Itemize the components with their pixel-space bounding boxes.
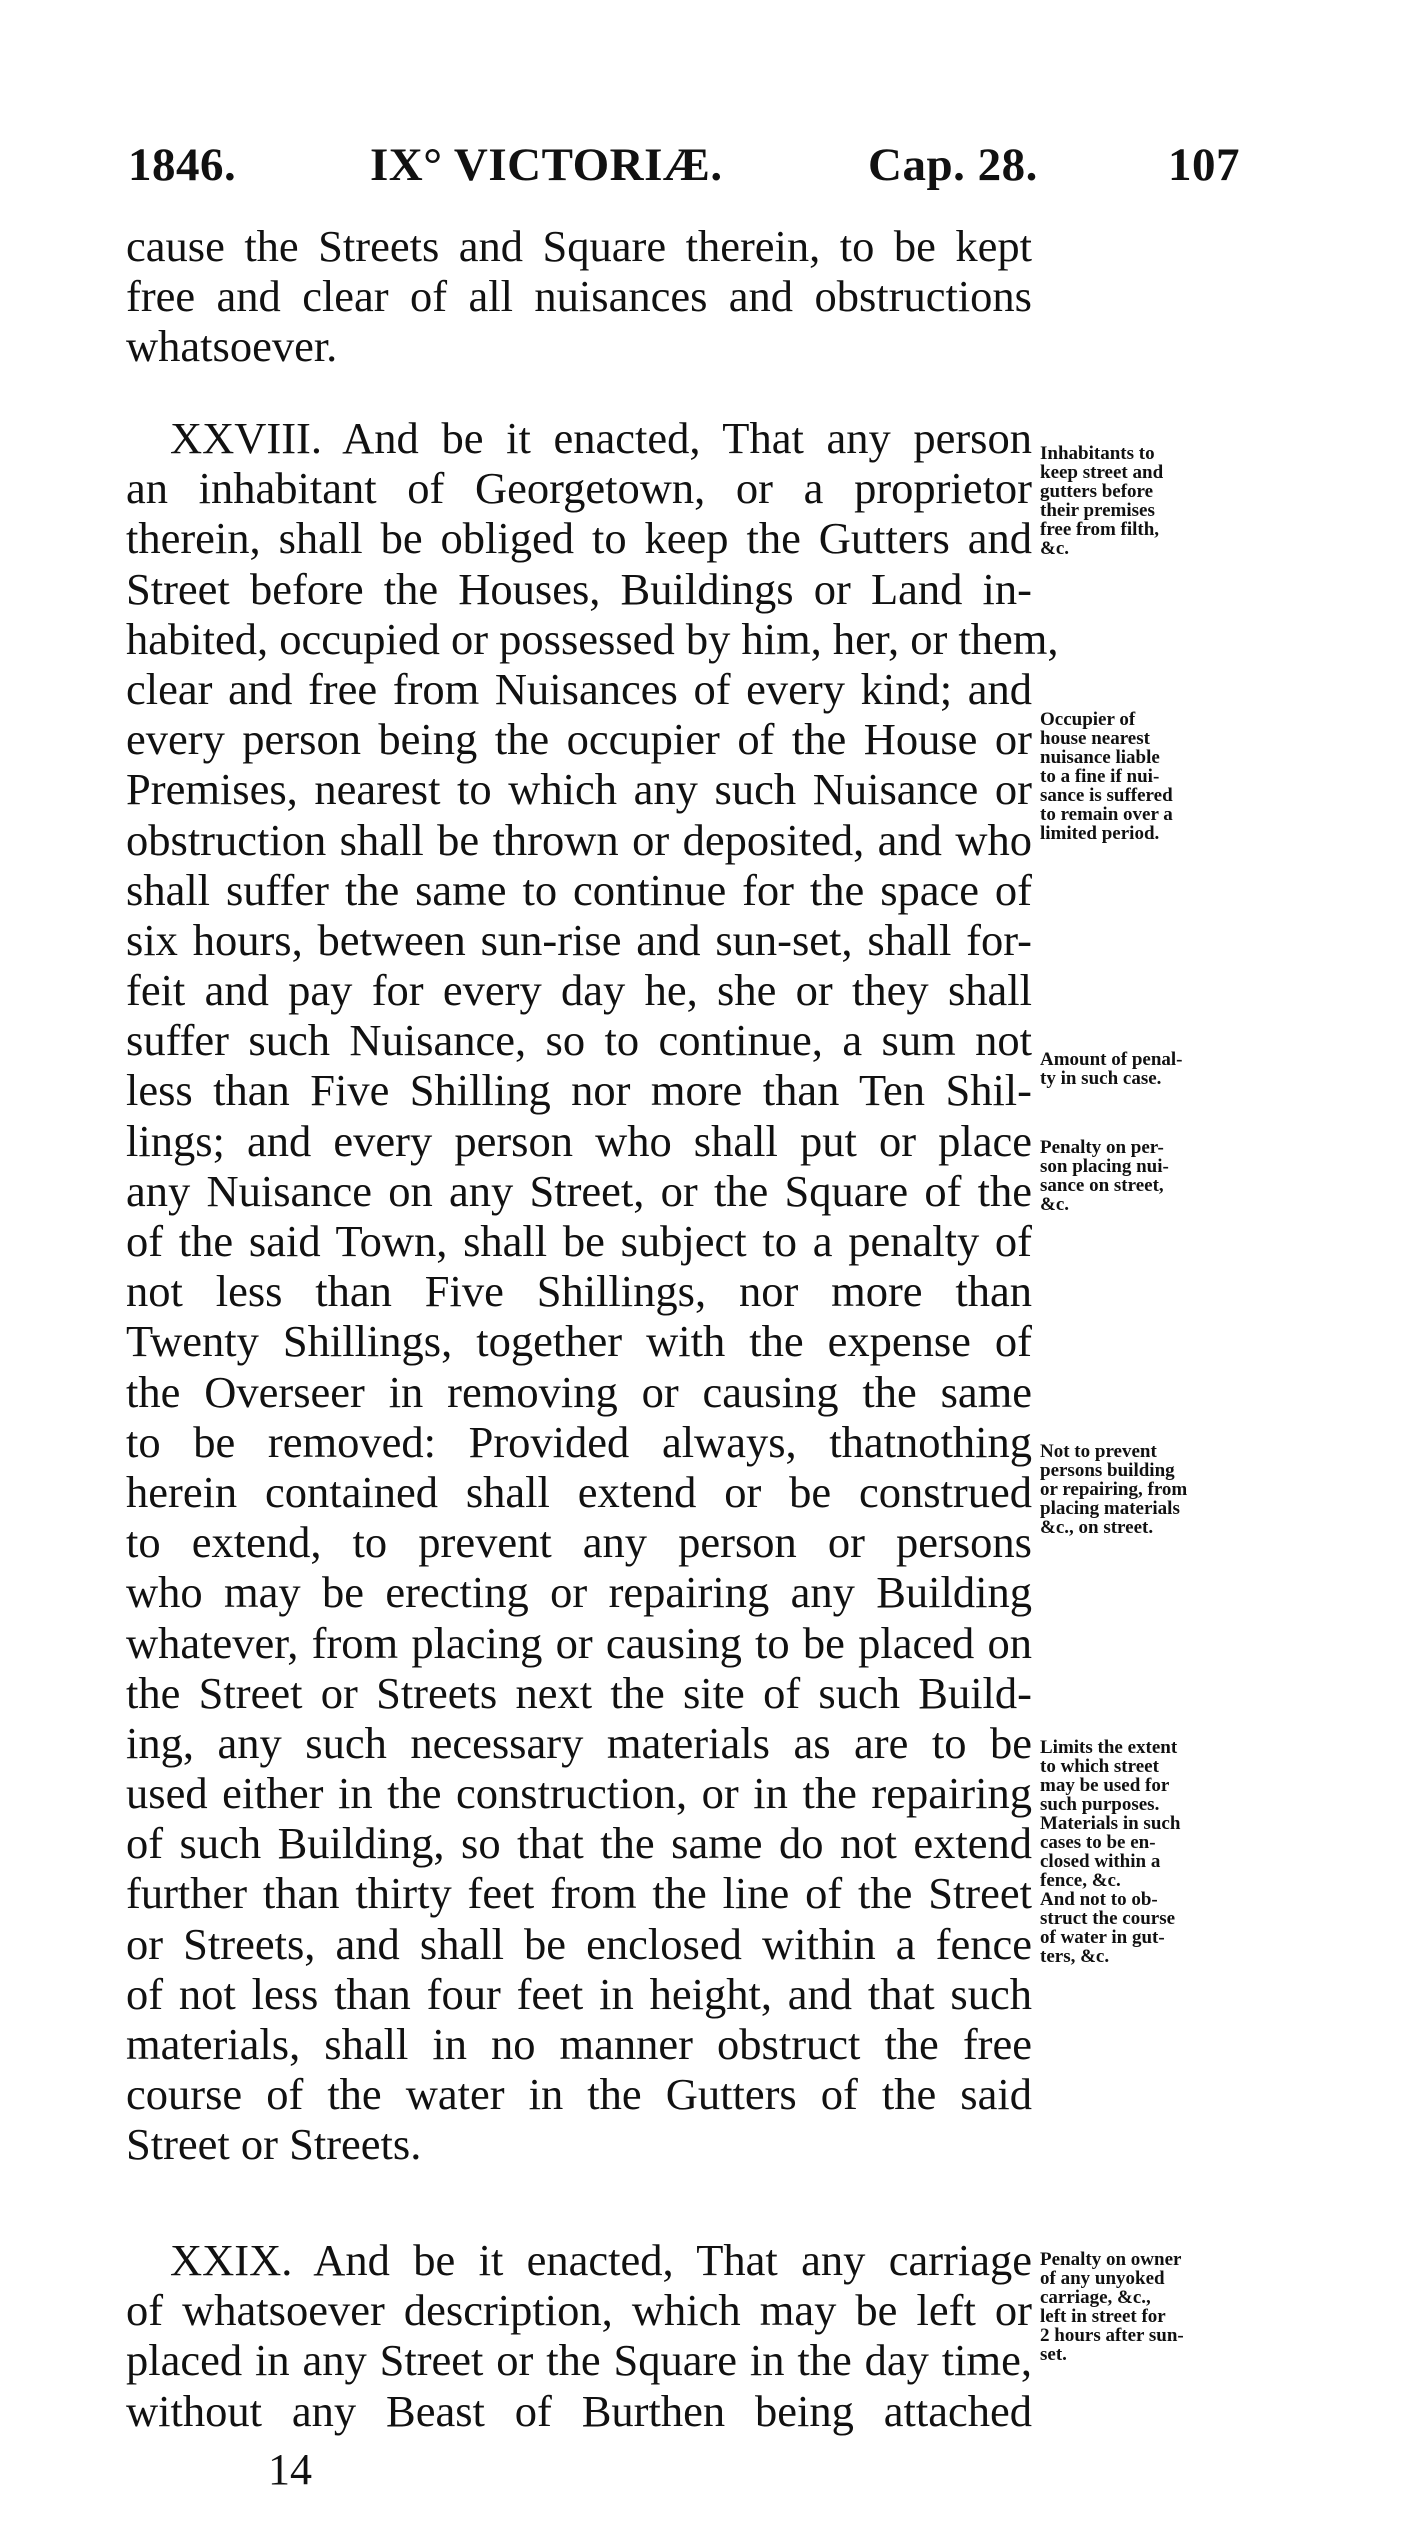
margin-note-line: Materials in such [1040, 1813, 1181, 1834]
section-heading-line: XXIX. And be it enacted, That any carriage [170, 2235, 1032, 2285]
text-line: six hours, between sun-rise and sun-set, shall for- [126, 914, 1032, 965]
text-line: feit and pay for every day he, she or they shall [126, 965, 1032, 1016]
margin-note-line: And not to ob- [1040, 1889, 1158, 1910]
text-line: free and clear of all nuisances and obstructions [126, 271, 1032, 322]
text-line: materials, shall in no manner obstruct the free [126, 2019, 1032, 2069]
margin-note-line: Not to prevent [1040, 1441, 1157, 1462]
margin-note-line: Limits the extent [1040, 1737, 1178, 1758]
text-line: without any Beast of Burthen being attached [126, 2385, 1032, 2436]
text-line: herein contained shall extend or be construed [126, 1466, 1032, 1517]
text-line: who may be erecting or repairing any Building [126, 1567, 1032, 1618]
text-line: Premises, nearest to which any such Nuisance or [126, 764, 1032, 815]
header-year: 1846. [128, 139, 237, 191]
text-line: of such Building, so that the same do not extend [126, 1818, 1032, 1869]
margin-note-line: sance is suffered [1040, 785, 1173, 806]
margin-note-line: &c. [1040, 538, 1070, 559]
text-line: not less than Five Shillings, nor more than [126, 1266, 1032, 1317]
text-line: further than thirty feet from the line of the Street [126, 1868, 1032, 1919]
margin-note-line: &c., on street. [1040, 1517, 1154, 1538]
text-line: the Street or Streets next the site of such Build- [126, 1667, 1032, 1718]
text-line: Twenty Shillings, together with the expense of [126, 1316, 1032, 1367]
margin-note-line: 2 hours after sun- [1040, 2325, 1184, 2346]
text-line: of whatsoever description, which may be left or [126, 2285, 1032, 2336]
margin-note-line: Occupier of [1040, 709, 1136, 730]
margin-note-line: Amount of penal- [1040, 1049, 1183, 1070]
margin-note-line: set. [1040, 2344, 1067, 2365]
text-line: clear and free from Nuisances of every kind; and [126, 663, 1032, 714]
margin-note-line: son placing nui- [1040, 1156, 1169, 1177]
margin-note-line: gutters before [1040, 481, 1154, 502]
text-line: an inhabitant of Georgetown, or a proprietor [126, 463, 1032, 514]
margin-note-line: persons building [1040, 1460, 1175, 1481]
text-line: course of the water in the Gutters of the said [126, 2069, 1032, 2120]
margin-note-penalty-amount [1040, 1050, 1240, 1088]
margin-note-line: ty in such case. [1040, 1068, 1162, 1089]
text-line: to extend, to prevent any person or persons [126, 1517, 1032, 1568]
text-line: whatever, from placing or causing to be placed on [126, 1617, 1032, 1668]
text-line: obstruction shall be thrown or deposited, and who [126, 814, 1032, 865]
text-line: cause the Streets and Square therein, to be kept [126, 221, 1032, 271]
margin-note-line: placing materials [1040, 1498, 1180, 1519]
margin-note-line: such purposes. [1040, 1794, 1160, 1815]
section-heading-line: XXVIII. And be it enacted, That any person [170, 413, 1032, 463]
text-line: any Nuisance on any Street, or the Square of the [126, 1165, 1032, 1216]
text-line: suffer such Nuisance, so to continue, a sum not [126, 1015, 1032, 1066]
page-number: 107 [1168, 139, 1240, 191]
margin-note-line: fence, &c. [1040, 1870, 1121, 1891]
running-header [128, 138, 1258, 198]
header-title: IX° VICTORIÆ. [370, 139, 723, 191]
margin-note-inhabitants [1040, 444, 1240, 558]
text-line: to be removed: Provided always, thatnothing [126, 1416, 1032, 1467]
text-line: therein, shall be obliged to keep the Gutters and [126, 513, 1032, 564]
text-line: used either in the construction, or in the repairing [126, 1768, 1032, 1819]
margin-note-line: limited period. [1040, 823, 1160, 844]
margin-note-occupier [1040, 710, 1240, 843]
margin-note-line: or repairing, from [1040, 1479, 1188, 1500]
text-line: habited, occupied or possessed by him, her, or them, [126, 613, 1059, 664]
margin-note-line: left in street for [1040, 2306, 1166, 2327]
margin-note-line: cases to be en- [1040, 1832, 1156, 1853]
section-29 [126, 2235, 1032, 2436]
text-line: ing, any such necessary materials as are to be [126, 1717, 1032, 1768]
margin-note-line: may be used for [1040, 1775, 1170, 1796]
text-line: lings; and every person who shall put or place [126, 1115, 1032, 1166]
signature-mark: 14 [268, 2445, 312, 2494]
margin-note-line: Inhabitants to [1040, 443, 1155, 464]
margin-note-line: Penalty on owner [1040, 2249, 1182, 2270]
text-line: Street or Streets. [126, 2119, 422, 2170]
text-line: every person being the occupier of the House or [126, 714, 1032, 765]
margin-note-line: free from filth, [1040, 519, 1160, 540]
opening-paragraph [126, 221, 1032, 372]
margin-note-carriage [1040, 2250, 1240, 2364]
margin-note-line: of any unyoked [1040, 2268, 1165, 2289]
margin-note-line: their premises [1040, 500, 1155, 521]
margin-note-not-prevent [1040, 1442, 1240, 1537]
margin-note-line: house nearest [1040, 728, 1150, 749]
margin-note-line: of water in gut- [1040, 1927, 1165, 1948]
text-line: whatsoever. [126, 321, 338, 372]
text-line: Street before the Houses, Buildings or Land in- [126, 563, 1032, 614]
margin-note-line: carriage, &c., [1040, 2287, 1151, 2308]
margin-note-line: keep street and [1040, 462, 1164, 483]
text-line: the Overseer in removing or causing the same [126, 1366, 1032, 1417]
margin-note-line: struct the course [1040, 1908, 1176, 1929]
margin-note-line: closed within a [1040, 1851, 1161, 1872]
margin-note-penalty-nuisance [1040, 1138, 1240, 1214]
text-line: shall suffer the same to continue for the space of [126, 864, 1032, 915]
text-line: or Streets, and shall be enclosed within a fence [126, 1918, 1032, 1969]
margin-note-line: sance on street, [1040, 1175, 1164, 1196]
text-line: of the said Town, shall be subject to a penalty of [126, 1216, 1032, 1266]
text-line: less than Five Shilling nor more than Ten Shil- [126, 1065, 1032, 1116]
margin-note-limits-extent [1040, 1738, 1240, 1966]
margin-note-line: nuisance liable [1040, 747, 1160, 768]
header-chapter: Cap. 28. [868, 139, 1038, 191]
text-line: of not less than four feet in height, and that such [126, 1968, 1032, 2019]
section-28 [126, 413, 1059, 2170]
margin-note-line: to which street [1040, 1756, 1159, 1777]
margin-note-line: ters, &c. [1040, 1946, 1110, 1967]
margin-note-line: Penalty on per- [1040, 1137, 1164, 1158]
margin-note-line: to a fine if nui- [1040, 766, 1160, 787]
margin-note-line: &c. [1040, 1194, 1070, 1215]
text-line: placed in any Street or the Square in the day time, [126, 2335, 1032, 2386]
margin-note-line: to remain over a [1040, 804, 1173, 825]
